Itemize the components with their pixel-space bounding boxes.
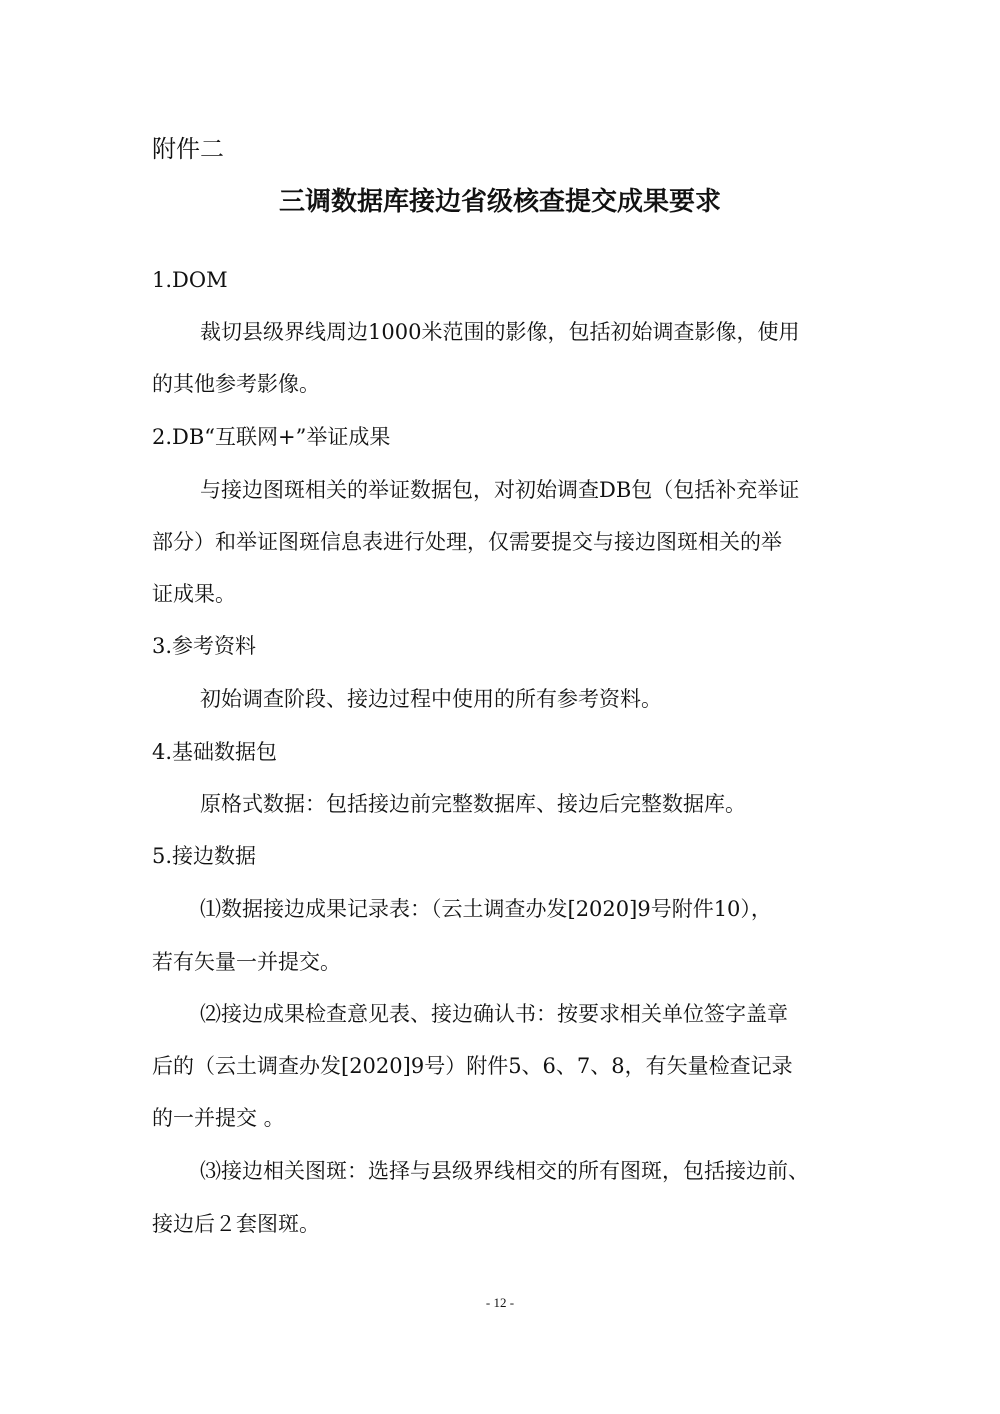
paragraph-line: 原格式数据：包括接边前完整数据库、接边后完整数据库。: [200, 792, 746, 816]
list-item-line: 若有矢量一并提交。: [152, 950, 341, 974]
document-title: 三调数据库接边省级核查提交成果要求: [278, 187, 721, 217]
list-item-line: ⑴数据接边成果记录表：（云土调查办发[2020]9号附件10），: [200, 897, 772, 921]
section-heading-base-data: 4.基础数据包: [152, 740, 278, 764]
list-item-line: ⑵接边成果检查意见表、接边确认书：按要求相关单位签字盖章: [200, 1002, 788, 1026]
list-item-line: 的一并提交 。: [152, 1106, 285, 1130]
section-heading-edge-data: 5.接边数据: [152, 844, 257, 868]
list-item-line: ⑶接边相关图斑：选择与县级界线相交的所有图斑，包括接边前、: [200, 1159, 809, 1183]
paragraph-line: 初始调查阶段、接边过程中使用的所有参考资料。: [200, 687, 662, 711]
section-heading-dom: 1.DOM: [152, 268, 228, 292]
paragraph-line: 的其他参考影像。: [152, 372, 320, 396]
paragraph-line: 与接边图斑相关的举证数据包，对初始调查DB包（包括补充举证: [200, 478, 800, 502]
paragraph-line: 部分）和举证图斑信息表进行处理，仅需要提交与接边图斑相关的举: [152, 530, 782, 554]
attachment-label: 附件二: [152, 135, 224, 163]
page-number: - 12 -: [485, 1295, 515, 1310]
paragraph-line: 证成果。: [152, 582, 236, 606]
section-heading-db: 2.DB“互联网+”举证成果: [152, 425, 391, 449]
list-item-line: 后的（云土调查办发[2020]9号）附件5、6、7、8，有矢量检查记录: [152, 1054, 793, 1078]
list-item-line: 接边后２套图斑。: [152, 1212, 320, 1236]
section-heading-references: 3.参考资料: [152, 634, 257, 658]
paragraph-line: 裁切县级界线周边1000米范围的影像，包括初始调查影像，使用: [200, 320, 800, 344]
